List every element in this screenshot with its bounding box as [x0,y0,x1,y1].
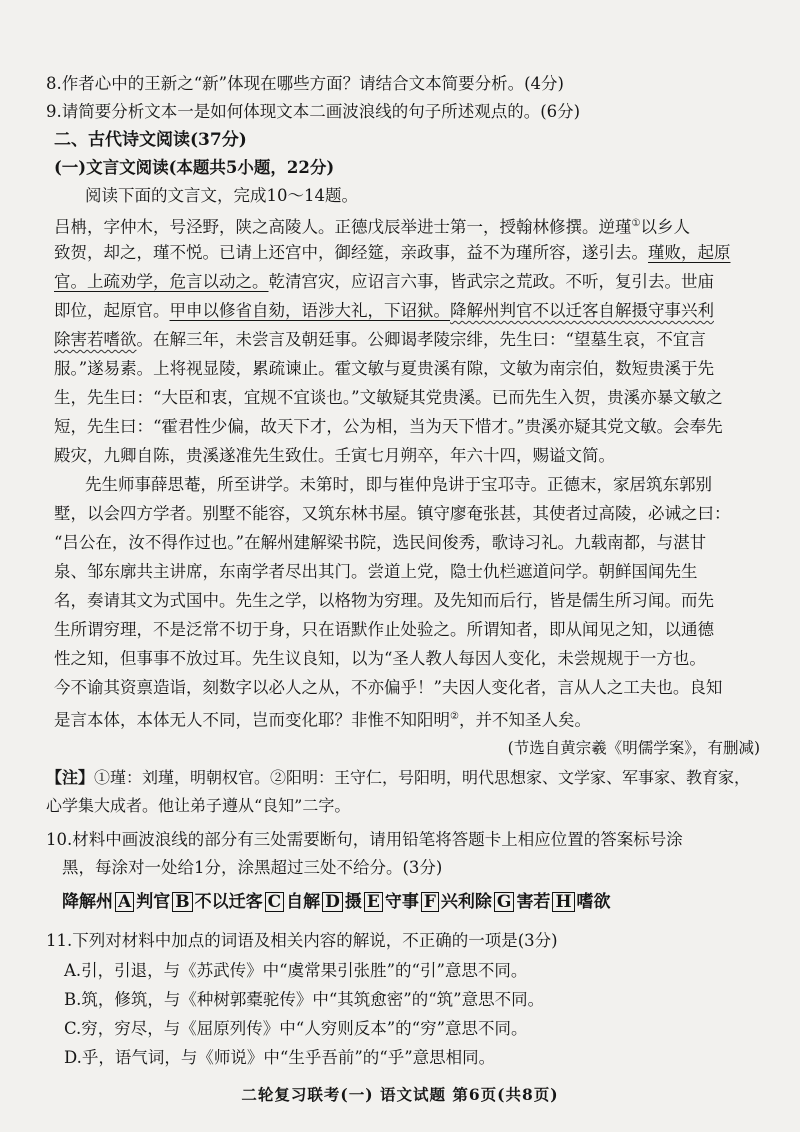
passage-line: 殿灾，九卿自陈，贵溪遂准先生致仕。壬寅七月朔卒，年六十四，赐谥文简。 [54,446,615,465]
option-c: C.穷，穷尽，与《屈原列传》中“人穷则反本”的“穷”意思不同。 [64,1019,528,1038]
wavy-sentence: 降解州判官不以迁客自解摄守事兴利 [450,301,714,320]
option-b: B.筑，修筑，与《种树郭橐驼传》中“其筑愈密”的“筑”意思不同。 [64,990,545,1009]
answer-box-f[interactable]: F [421,892,439,912]
question-10-sentence: 降解州 A 判官 B 不以迁客 C 自解 D 摄 E 守事 F 兴利除 G 害若 H 嗜欲 [62,892,611,912]
passage-line: 致贺，却之，瑾不悦。已请上还宫中，御经筵，亲政事，益不为瑾所容，遂引去。瑾败，起原 [54,243,731,262]
section-title: 二、古代诗文阅读(37分) [54,130,247,150]
question-10: 10.材料中画波浪线的部分有三处需要断句，请用铅笔将答题卡上相应位置的答案标号涂 [46,830,683,849]
passage-line: 名，奏请其文为式国中。先生之学，以格物为穷理。及先知而后行，皆是儒生所习闻。而先 [54,591,714,610]
passage-line: 先生师事薛思菴，所至讲学。未第时，即与崔仲凫讲于宝邛寺。正德末，家居筑东郭别 [85,475,712,494]
passage-line: 短，先生曰：“霍君性少偏，故天下才，公为相，当为天下惜才。”贵溪亦疑其党文敏。会奉先 [54,417,723,436]
question-8: 8.作者心中的王新之“新”体现在哪些方面？请结合文本简要分析。(4分) [46,74,564,93]
option-d: D.乎，语气词，与《师说》中“生乎吾前”的“乎”意思相同。 [64,1048,496,1067]
question-9: 9.请简要分析文本一是如何体现文本二画波浪线的句子所述观点的。(6分) [46,102,581,121]
source-citation: (节选自黄宗羲《明儒学案》，有删减) [507,739,760,757]
subsection-title: (一)文言文阅读(本题共5小题，22分) [54,158,335,177]
answer-box-a[interactable]: A [115,892,134,912]
passage-line: 是言本体，本体无人不同，岂而变化耶？非惟不知阳明②，并不知圣人矣。 [54,710,591,730]
passage-line: 生，先生曰：“大臣和衷，宜规不宜谈也。”文敏疑其党贵溪。已而先生入贺，贵溪亦暴文敏之 [54,388,723,407]
underlined-sentence: 瑾败，起原 [648,243,731,262]
passage-line: 服。”遂易素。上将视显陵，累疏谏止。霍文敏与夏贵溪有隙，文敏为南宗伯，数短贵溪于先 [54,359,715,378]
underlined-sentence: 官。上疏劝学，危言以动之。 [54,272,269,291]
answer-box-h[interactable]: H [552,892,574,912]
page-footer: 二轮复习联考(一) 语文试题 第6页(共8页) [241,1085,559,1104]
passage-line: “吕公在，汝不得作过也。”在解州建解梁书院，选民间俊秀，歌诗习礼。九载南都，与湛甘 [54,533,707,552]
passage-line: 墅，以会四方学者。别墅不能容，又筑东林书屋。镇守廖奄张甚，其使者过高陵，必诫之曰： [54,504,731,523]
passage-line: 性之知，但事事不放过耳。先生议良知，以为“圣人教人每因人变化，未尝规规于一方也。 [54,649,706,668]
passage-line: 吕柟，字仲木，号泾野，陕之高陵人。正德戊辰举进士第一，授翰林修撰。逆瑾①以乡人 [54,217,690,237]
notes-label: 【注】 [46,768,95,787]
underlined-sentence: 甲申以修省自劾，语涉大礼，下诏狱。 [169,301,450,320]
answer-box-d[interactable]: D [322,892,343,912]
footnote-mark: ② [450,711,459,722]
notes-line: 心学集大成者。他让弟子遵从“良知”二字。 [46,796,351,815]
passage-line: 即位，起原官。甲申以修省自劾，语涉大礼，下诏狱。降解州判官不以迁客自解摄守事兴利 [54,301,714,320]
option-a: A.引，引退，与《苏武传》中“虞常果引张胜”的“引”意思不同。 [64,961,528,980]
answer-box-g[interactable]: G [494,892,515,912]
answer-box-c[interactable]: C [265,892,285,912]
passage-line: 除害若嗜欲。在解三年，未尝言及朝廷事。公卿谒孝陵宗绯，先生曰：“望墓生哀，不宜言 [54,330,706,349]
passage-line: 今不谕其资禀造诣，刻数字以必人之从，不亦偏乎！”夫因人变化者，言从人之工夫也。良知 [54,678,723,697]
passage-line: 泉、邹东廓共主讲席，东南学者尽出其门。尝道上党，隐士仇栏遮道问学。朝鲜国闻先生 [54,562,698,581]
answer-box-e[interactable]: E [364,892,383,912]
wavy-sentence: 除害若嗜欲 [54,330,137,349]
question-10-cont: 黑，每涂对一处给1分，涂黑超过三处不给分。(3分) [62,858,443,877]
question-11: 11.下列对材料中加点的词语及相关内容的解说，不正确的一项是(3分) [46,931,558,950]
notes-line: 【注】①瑾：刘瑾，明朝权官。②阳明：王守仁，号阳明，明代思想家、文学家、军事家、教育家， [46,768,751,787]
answer-box-b[interactable]: B [172,892,192,912]
footnote-mark: ① [631,218,641,229]
reading-instruction: 阅读下面的文言文，完成10～14题。 [85,186,358,205]
passage-line: 生所谓穷理，不是泛常不切于身，只在语默作止处验之。所谓知者，即从闻见之知，以通德 [54,620,714,639]
passage-line: 官。上疏劝学，危言以动之。乾清宫灾，应诏言六事，皆武宗之荒政。不听，复引去。世庙 [54,272,714,291]
